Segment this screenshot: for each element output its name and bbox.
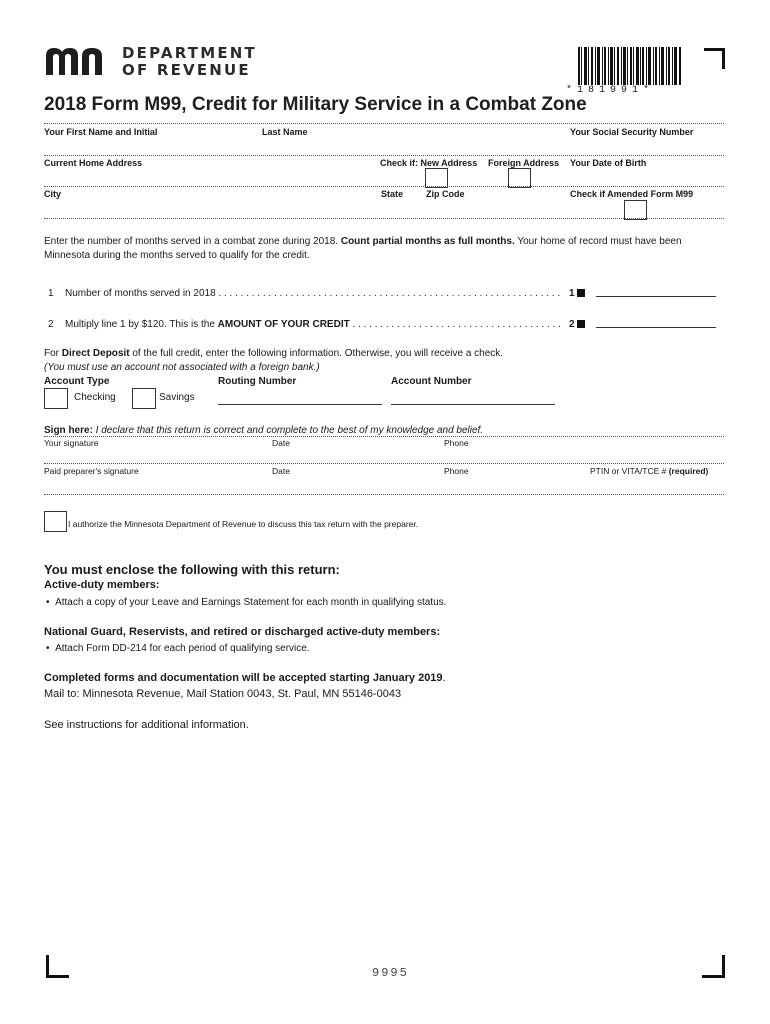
registration-mark-top-right xyxy=(704,48,725,69)
divider xyxy=(44,155,724,156)
line2-field[interactable] xyxy=(596,313,716,327)
new-address-checkbox[interactable] xyxy=(425,168,448,188)
department-name-line2: OF REVENUE xyxy=(122,61,251,79)
sign-here-label: Sign here: xyxy=(44,425,93,436)
account-number-label: Account Number xyxy=(391,376,472,387)
preparer-signature-label: Paid preparer's signature xyxy=(44,466,139,476)
line2-ref xyxy=(569,318,585,332)
state-field[interactable] xyxy=(381,201,419,217)
foreign-address-checkbox[interactable] xyxy=(508,168,531,188)
phone-label: Phone xyxy=(444,466,469,476)
account-number-field[interactable] xyxy=(391,389,555,404)
see-instructions: See instructions for additional information. xyxy=(44,719,249,731)
ptin-required: (required) xyxy=(668,466,709,476)
form-title: 2018 Form M99, Credit for Military Service in a Combat Zone xyxy=(44,94,587,115)
your-signature-label: Your signature xyxy=(44,438,99,448)
active-duty-bullet-text: Attach a copy of your Leave and Earnings Statement for each month in qualifying status. xyxy=(55,597,447,608)
line1-field[interactable] xyxy=(596,282,716,296)
accepted-bold: Completed forms and documentation will be accepted starting January 2019 xyxy=(44,672,443,684)
divider xyxy=(44,218,724,219)
foreign-address-label: Foreign Address xyxy=(488,158,560,168)
mn-logo-icon xyxy=(44,46,116,76)
first-name-field[interactable] xyxy=(44,138,256,154)
declaration-text: I declare that this return is correct and complete to the best of my knowledge and belief. xyxy=(92,425,484,436)
guard-heading: National Guard, Reservists, and retired or discharged active-duty members: xyxy=(44,626,441,638)
account-type-label: Account Type xyxy=(44,376,110,387)
zip-field[interactable] xyxy=(426,201,546,217)
date-label: Date xyxy=(272,438,290,448)
phone-label: Phone xyxy=(444,438,469,448)
preparer-date-field[interactable] xyxy=(272,477,432,491)
intro-part: Your home of record must have been xyxy=(514,236,682,247)
square-icon xyxy=(577,289,585,297)
line2-underline xyxy=(596,327,716,328)
new-address-label: Check if: New Address xyxy=(380,158,478,168)
last-name-field[interactable] xyxy=(262,138,562,154)
deposit-bold: Direct Deposit xyxy=(61,348,130,359)
ssn-label: Your Social Security Number xyxy=(570,127,694,137)
amended-checkbox[interactable] xyxy=(624,200,647,220)
intro-bold: Count partial months as full months. xyxy=(340,236,515,247)
savings-label: Savings xyxy=(159,392,195,403)
date-field[interactable] xyxy=(272,448,432,462)
line1-ref xyxy=(569,287,585,301)
accepted-text xyxy=(44,672,446,684)
divider xyxy=(44,436,724,437)
registration-mark-bottom-right xyxy=(702,955,725,978)
preparer-phone-field[interactable] xyxy=(444,477,584,491)
routing-label: Routing Number xyxy=(218,376,297,387)
authorize-checkbox[interactable] xyxy=(44,511,67,532)
registration-mark-bottom-left xyxy=(46,955,69,978)
mail-to: Mail to: Minnesota Revenue, Mail Station 0043, St. Paul, MN 55146-0043 xyxy=(44,688,402,700)
dob-field[interactable] xyxy=(570,170,724,186)
bullet-icon: • xyxy=(46,643,56,654)
deposit-part: of the full credit, enter the following information. Otherwise, you will receive a check. xyxy=(129,348,504,359)
line2-text xyxy=(65,318,567,332)
line2-part: . . . . . . . . . . . . . . . . . . . . . . . . . . . . . . . . . . . . . . xyxy=(349,319,561,330)
active-duty-bullet xyxy=(46,596,446,610)
line1-ref-num: 1 xyxy=(569,288,575,299)
intro-line2: Minnesota during the months served to qualify for the credit. xyxy=(44,250,310,261)
line1-number: 1 xyxy=(48,288,54,299)
authorize-text: I authorize the Minnesota Department of Revenue to discuss this tax return with the preparer. xyxy=(68,519,419,529)
divider xyxy=(44,123,724,124)
zip-label: Zip Code xyxy=(426,189,465,199)
ptin-part: PTIN or VITA/TCE # xyxy=(590,466,669,476)
divider xyxy=(44,463,724,464)
state-label: State xyxy=(381,189,404,199)
address-field[interactable] xyxy=(44,170,364,186)
bullet-icon: • xyxy=(46,597,56,608)
savings-checkbox[interactable] xyxy=(132,388,156,409)
line1-underline xyxy=(596,296,716,297)
last-name-label: Last Name xyxy=(262,127,308,137)
deposit-part: For xyxy=(44,348,62,359)
address-label: Current Home Address xyxy=(44,158,143,168)
your-signature-field[interactable] xyxy=(44,448,264,462)
line1-text: Number of months served in 2018 . . . . . . . . . . . . . . . . . . . . . . . . . . . . . . . . . . . . . . . . . . . . . . . . . . . . . . . . . . . . . . xyxy=(65,288,561,299)
department-name-line1: DEPARTMENT xyxy=(122,44,257,62)
line2-number: 2 xyxy=(48,319,54,330)
phone-field[interactable] xyxy=(444,448,584,462)
square-icon xyxy=(577,320,585,328)
amended-label: Check if Amended Form M99 xyxy=(570,189,694,199)
dob-label: Your Date of Birth xyxy=(570,158,647,168)
enclose-heading: You must enclose the following with this return: xyxy=(44,562,340,577)
routing-field[interactable] xyxy=(218,389,382,404)
guard-bullet xyxy=(46,642,310,656)
line2-bold: AMOUNT OF YOUR CREDIT xyxy=(217,319,350,330)
barcode-icon xyxy=(578,47,682,85)
divider xyxy=(44,494,724,495)
account-underline xyxy=(391,404,555,405)
guard-bullet-text: Attach Form DD-214 for each period of qualifying service. xyxy=(55,643,310,654)
deposit-text xyxy=(44,347,724,361)
divider xyxy=(44,186,724,187)
preparer-signature-field[interactable] xyxy=(44,477,264,491)
deposit-note: (You must use an account not associated with a foreign bank.) xyxy=(44,362,320,373)
ssn-field[interactable] xyxy=(570,138,724,154)
ptin-field[interactable] xyxy=(590,477,724,491)
ptin-label xyxy=(590,466,708,476)
city-field[interactable] xyxy=(44,201,364,217)
checking-label: Checking xyxy=(74,392,116,403)
line2-part: Multiply line 1 by $120. This is the xyxy=(65,319,218,330)
first-name-label: Your First Name and Initial xyxy=(44,127,158,137)
accepted-period: . xyxy=(442,672,446,684)
intro-part: Enter the number of months served in a combat zone during 2018. xyxy=(44,236,341,247)
form-code: 9995 xyxy=(372,966,409,980)
active-duty-heading: Active-duty members: xyxy=(44,579,160,591)
routing-underline xyxy=(218,404,382,405)
line2-ref-num: 2 xyxy=(569,319,575,330)
checking-checkbox[interactable] xyxy=(44,388,68,409)
barcode-number: *181991* xyxy=(566,85,655,96)
intro-text xyxy=(44,235,724,263)
date-label: Date xyxy=(272,466,290,476)
city-label: City xyxy=(44,189,62,199)
